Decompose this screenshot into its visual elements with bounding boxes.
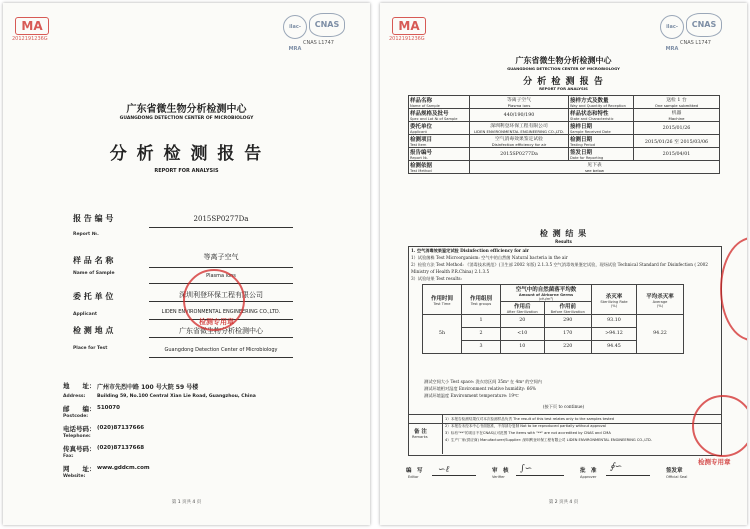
after-cell: <10 (501, 328, 545, 341)
report-title-cn: 分 析 检 测 报 告 (523, 77, 604, 87)
editor-label-en: Editor (408, 475, 419, 479)
info-label: 报告编号 (410, 150, 433, 156)
approver-label-en: Approver (580, 475, 597, 479)
ma-number: 2012191236G (12, 36, 48, 42)
info-value: 空气消毒效果鉴定试验 (495, 137, 543, 142)
info-label: 委托单位 (410, 124, 433, 130)
field-underline (149, 357, 293, 358)
info-value: 深圳利登环保工程有限公司 (490, 124, 548, 129)
remarks-divider (442, 414, 443, 454)
telephone-value: (020)87137666 (97, 425, 145, 431)
info-value-en: Plasma ions (507, 103, 531, 108)
after-cell: 10 (501, 341, 545, 354)
test-place-label-en: Place for Test (73, 346, 108, 351)
results-table (422, 284, 684, 354)
info-value: 送检 1 台 (666, 98, 687, 103)
field-underline (149, 227, 293, 228)
test-method-value: 见下表 (587, 163, 602, 168)
stamp-text: 检测专用章 (698, 458, 731, 466)
approver-signature: ∮∽ (610, 462, 623, 472)
col-header-en: Test groups (470, 301, 492, 306)
report-title-cn: 分 析 检 测 报 告 (109, 144, 264, 164)
page-number: 第 2 页共 4 页 (548, 500, 579, 505)
test-method-value-en: see below (584, 168, 605, 173)
info-label: 样品名称 (410, 98, 433, 104)
report-number-label-en: Report №. (73, 232, 99, 237)
info-label: 样品状态和特性 (570, 111, 609, 117)
average-value: 94.22 (637, 315, 684, 354)
info-row (409, 109, 720, 122)
field-underline (149, 267, 293, 268)
remark-item: 4）生产厂家(供应商) Manufacturer/Supplier: 深圳利登环保工程有限公司 LIDEN ENVIRONMENTAL ENGINEERING CO.,LTD. (445, 438, 652, 442)
verifier-signature: ∫∽ (520, 464, 533, 474)
ilac-mra-mark: ilac-MRA (660, 15, 684, 39)
info-label-en: Way and Quantity of Reception (570, 104, 626, 108)
signature-line (432, 475, 476, 476)
col-header-en: Before Sterilization (550, 310, 585, 314)
info-value-en: LIDEN ENVIRONMENTAL ENGINEERING CO.,LTD. (473, 129, 565, 134)
applicant-value-en: LIDEN ENVIRONMENTAL ENGINEERING CO.,LTD. (161, 309, 281, 315)
lab-name-en: GUANGDONG DETECTION CENTER OF MICROBIOLOGY (119, 116, 254, 121)
info-value: 2015/04/01 (662, 151, 691, 157)
info-label: 样品规格及批号 (410, 111, 449, 117)
group-cell: 1 (462, 315, 501, 328)
fax-label: 传真号码： (63, 445, 96, 453)
info-value-en: Disinfection efficiency for air (491, 142, 547, 147)
col-header-unit: (cfu/m³) (538, 297, 554, 301)
test-place-value: 广东省微生物分析检测中心 (179, 327, 263, 335)
applicant-value: 深圳利登环保工程有限公司 (179, 291, 263, 299)
ilac-mra-mark: ilac-MRA (283, 15, 307, 39)
lab-name-en: GUANGDONG DETECTION CENTER OF MICROBIOLOGY (507, 66, 620, 71)
test-method-label: 检测依据 (410, 163, 433, 169)
env-line: 测试空间大小 Test space: 洗衣房区间 35m³ 在 4m³ 的空间内 (424, 379, 542, 384)
col-header: 空气中的自然菌落平均数 (515, 287, 577, 293)
telephone-label: 电话号码： (63, 425, 96, 433)
approver-label: 批 准 (580, 468, 597, 474)
remark-item: 3）标有"**"的项目不在CNAS认可范围 The items with "**" are not accredited by CNAS and CMA (445, 431, 611, 435)
col-header: 杀灭率 (605, 293, 623, 300)
info-value: 等离子空气 (507, 98, 531, 103)
continue-note: (接下页 to continue) (542, 404, 585, 409)
address-label-en: Address: (63, 394, 86, 399)
info-label-en: Date for Reporting (570, 156, 604, 160)
cnas-mark: CNAS (686, 13, 722, 37)
website-label-en: Website: (63, 474, 86, 479)
postcode-label: 邮 编： (63, 405, 96, 413)
verifier-label: 审 核 (492, 468, 509, 474)
postcode-label-en: Postcode: (63, 414, 89, 419)
info-row (409, 161, 720, 174)
applicant-label: 委 托 单 位 (73, 291, 114, 301)
sample-name-value-en: Plasma ions (206, 273, 236, 279)
page-number: 第 1 页共 4 页 (171, 500, 202, 505)
address-label: 地 址： (63, 382, 96, 390)
address-value: 广州市先烈中路 100 号大院 59 号楼 (97, 384, 199, 391)
info-value-en: One sample submitted (654, 103, 699, 108)
rate-cell: 94.45 (592, 341, 637, 354)
col-header-en: Test Time (433, 301, 451, 306)
col-header-en: After Sterilization (506, 310, 538, 314)
info-label-en: Applicant (410, 130, 427, 134)
editor-signature: ∽ℓ (438, 465, 450, 475)
col-header: 作用后 (513, 304, 531, 310)
info-label-en: State and Characteristic (570, 117, 614, 121)
after-cell: 20 (501, 315, 545, 328)
report-title-en: REPORT FOR ANALYSIS (154, 168, 219, 174)
info-label-en: Spec and Lot № of Sample (410, 117, 458, 121)
remark-item: 1）本报告检测结果仅对本次检测样品负责 The result of this test relates only to the samples tested (445, 417, 615, 421)
group-cell: 3 (462, 341, 501, 354)
col-header-en: Sterilizing Rate (600, 299, 628, 304)
official-stamp (692, 395, 747, 457)
note-item: 2）检验方法 Test Method: 《消毒技术规范》(卫生部 2002 年版) 2.1.3.5 空气消毒效果鉴定试验，现场试验 Technical Standard for Disinfection ( 2002 Ministry of Health P.R.China) 2.1.3.5 (411, 262, 708, 274)
info-label-en: Report №. (410, 156, 428, 160)
sample-info-table (408, 95, 720, 174)
cnas-number: CNAS L1747 (303, 40, 334, 46)
verifier-label-en: Verifier (492, 475, 505, 479)
report-title-en: REPORT FOR ANALYSIS (539, 86, 588, 91)
field-underline (149, 337, 293, 338)
info-value: 2015/01/26 (662, 125, 691, 131)
telephone-label-en: Telephone: (63, 434, 91, 439)
info-label: 检测日期 (570, 137, 593, 143)
section-title: 1. 空气消毒效果鉴定试验 Disinfection efficiency for air (411, 248, 529, 253)
ma-number: 2012191236G (389, 36, 425, 42)
rate-cell: 93.10 (592, 315, 637, 328)
test-time-value: 5h (423, 315, 462, 354)
env-line: 测试环境温度 Environment temperature: 19℃ (424, 393, 519, 398)
info-row (409, 96, 720, 109)
test-method-label-en: Test Method (410, 169, 432, 173)
remarks-label: 备 注 (414, 429, 427, 435)
stamp-text: 检测专用章 (199, 317, 234, 326)
postcode-value: 510070 (97, 405, 120, 411)
rate-cell: >94.12 (592, 328, 637, 341)
lab-name-cn: 广东省微生物分析检测中心 (126, 104, 247, 115)
cnas-number: CNAS L1747 (680, 40, 711, 46)
sample-name-label: 样 品 名 称 (73, 255, 114, 265)
address-value-en: Building 59, No.100 Central Xian Lie Road, Guangzhou, China (97, 394, 256, 399)
editor-label: 编 写 (406, 468, 423, 474)
col-header-unit: (%) (610, 303, 618, 308)
info-value: 2015/01/26 至 2015/03/06 (644, 139, 709, 145)
info-label-en: Name of Sample (410, 104, 440, 108)
results-title-en: Results (555, 239, 572, 244)
table-row (423, 315, 684, 328)
info-row (409, 122, 720, 135)
website-value[interactable]: www.gddcm.com (97, 465, 150, 471)
report-cover-page (3, 3, 370, 525)
lab-name-cn: 广东省微生物分析检测中心 (515, 55, 612, 65)
col-header: 作用时间 (430, 295, 453, 302)
col-header-unit: (%) (656, 303, 664, 308)
applicant-label-en: Applicant (73, 312, 98, 317)
before-cell: 170 (544, 328, 592, 341)
info-label-en: Test Item (410, 143, 427, 147)
fax-value: (020)87137668 (97, 445, 145, 451)
col-header-en: Amount of Airborne Germs (518, 293, 574, 297)
before-cell: 290 (544, 315, 592, 328)
report-number-label: 报 告 编 号 (73, 213, 114, 223)
test-place-value-en: Guangdong Detection Center of Microbiology (164, 347, 278, 353)
note-item: 1）试验菌株 Test Microorganism: 空气中的自然菌 Natural bacteria in the air (411, 255, 568, 260)
report-number-value: 2015SP0277Da (193, 215, 249, 223)
info-label: 检测项目 (410, 137, 433, 143)
env-line: 测试环境相对湿度 Environment relative humidity: 66% (424, 386, 537, 391)
sample-name-value: 等离子空气 (203, 253, 239, 261)
ma-logo: MA (392, 17, 426, 35)
col-header-en: Average (652, 299, 668, 304)
ma-logo: MA (15, 17, 49, 35)
sample-name-label-en: Name of Sample (73, 271, 115, 276)
info-row (409, 135, 720, 148)
note-item: 3）试验结果 Test results: (411, 276, 462, 281)
info-value: 2015SP0277Da (500, 151, 538, 157)
test-place-label: 检 测 地 点 (73, 325, 114, 335)
info-label: 签发日期 (570, 150, 593, 156)
website-label: 网 址： (63, 465, 96, 473)
col-header: 作用组别 (469, 295, 492, 302)
cnas-mark: CNAS (309, 13, 345, 37)
official-seal-label: 签发章 (666, 468, 683, 474)
info-value: 440/190/190 (503, 112, 535, 118)
fax-label-en: Fax: (63, 454, 74, 459)
info-label: 接样日期 (570, 124, 593, 130)
signature-line (606, 475, 650, 476)
remarks-label-en: Remarks (412, 435, 428, 439)
page-edge-stamp (720, 237, 747, 341)
results-title-cn: 检 测 结 果 (539, 228, 588, 238)
info-value-en: Machine (668, 116, 685, 121)
info-label: 接样方式及数量 (570, 98, 609, 104)
group-cell: 2 (462, 328, 501, 341)
info-row (409, 148, 720, 161)
remark-item: 2）本报告未经本中心书面批准，不得部分复制 Not to be reproduced partially without approval (445, 424, 606, 428)
official-seal-label-en: Official Seal (666, 475, 688, 479)
info-label-en: Testing Period (570, 143, 595, 147)
col-header: 作用前 (559, 304, 576, 310)
info-label-en: Sample Received Date (570, 130, 611, 134)
info-value: 机器 (671, 111, 682, 116)
signature-line (516, 475, 564, 476)
report-results-page (380, 3, 747, 525)
before-cell: 220 (544, 341, 592, 354)
col-header: 平均杀灭率 (646, 293, 674, 300)
